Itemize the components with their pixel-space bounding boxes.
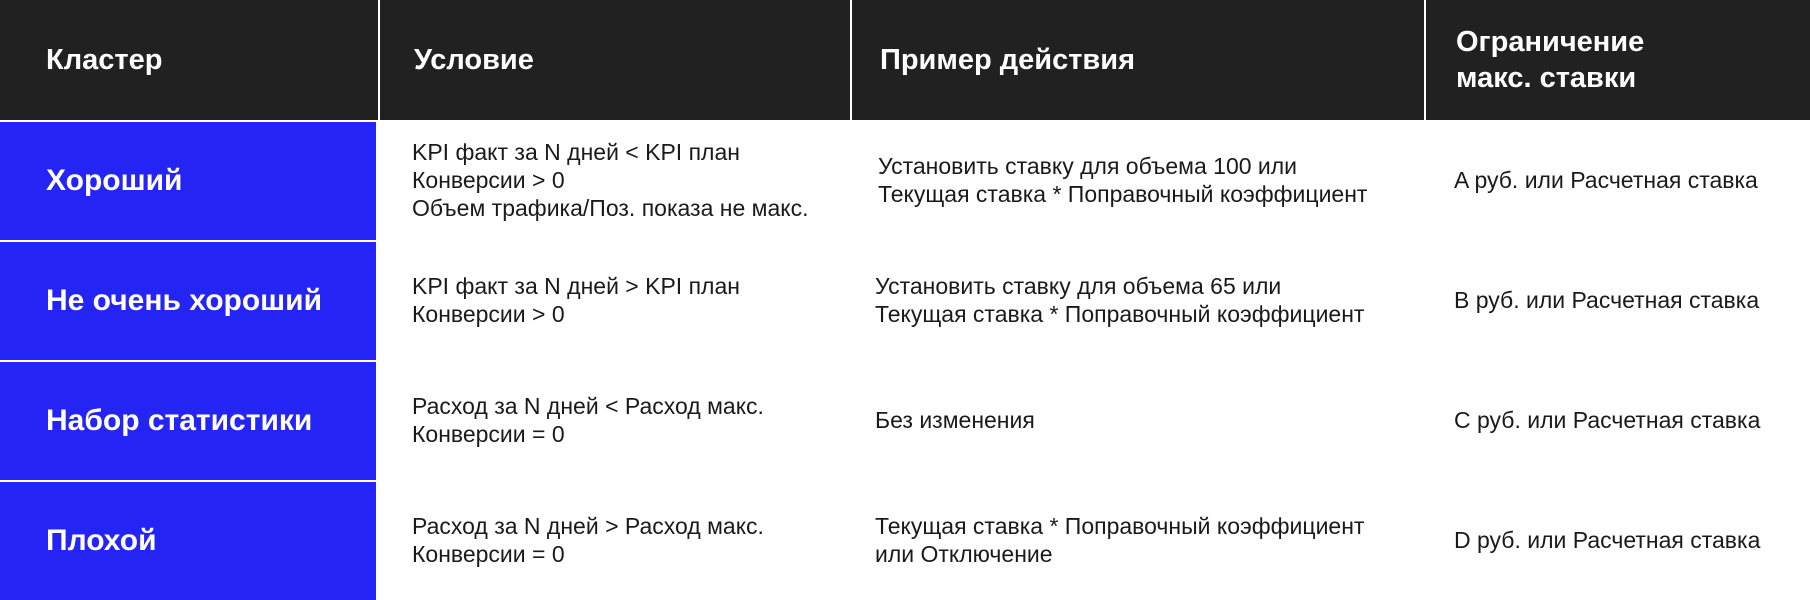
cluster-cell-bad xyxy=(0,480,378,600)
header-condition-label: Условие xyxy=(414,44,534,76)
cluster-label: Набор статистики xyxy=(46,404,313,437)
action-line: Установить ставку для объема 100 или xyxy=(878,153,1298,179)
action-cell xyxy=(850,360,1424,480)
condition-line: Расход за N дней > Расход макс. xyxy=(412,513,764,539)
limit-value: D руб. или Расчетная ставка xyxy=(1454,527,1761,553)
condition-cell xyxy=(378,240,850,360)
condition-line: Объем трафика/Поз. показа не макс. xyxy=(412,195,809,221)
condition-cell xyxy=(378,120,850,240)
condition-line: Конверсии = 0 xyxy=(412,421,565,447)
condition-line: KPI факт за N дней > KPI план xyxy=(412,273,740,299)
limit-cell xyxy=(1424,480,1810,600)
condition-cell xyxy=(378,360,850,480)
limit-value: B руб. или Расчетная ставка xyxy=(1454,287,1760,313)
condition-line: Конверсии = 0 xyxy=(412,541,565,567)
action-line: Установить ставку для объема 65 или xyxy=(875,273,1282,299)
action-line: Текущая ставка * Поправочный коэффициент xyxy=(878,181,1368,207)
action-line: Текущая ставка * Поправочный коэффициент xyxy=(875,301,1365,327)
cluster-label: Плохой xyxy=(46,524,157,557)
header-limit xyxy=(1424,0,1810,120)
action-cell xyxy=(850,120,1424,240)
cluster-cell-statistics xyxy=(0,360,378,480)
limit-value: A руб. или Расчетная ставка xyxy=(1454,167,1758,193)
action-line: Без изменения xyxy=(875,407,1035,433)
cluster-label: Не очень хороший xyxy=(46,284,323,317)
condition-line: KPI факт за N дней < KPI план xyxy=(412,139,740,165)
cluster-cell-not-very-good xyxy=(0,240,378,360)
limit-cell xyxy=(1424,240,1810,360)
action-cell xyxy=(850,480,1424,600)
header-limit-line1: Ограничение xyxy=(1456,26,1645,58)
header-cluster-label: Кластер xyxy=(46,44,163,76)
header-cluster xyxy=(0,0,378,120)
header-action xyxy=(850,0,1424,120)
header-limit-line2: макс. ставки xyxy=(1456,62,1637,94)
cluster-label: Хороший xyxy=(46,164,183,197)
condition-line: Конверсии > 0 xyxy=(412,301,565,327)
limit-cell xyxy=(1424,360,1810,480)
action-line: Текущая ставка * Поправочный коэффициент xyxy=(875,513,1365,539)
limit-cell xyxy=(1424,120,1810,240)
action-line: или Отключение xyxy=(875,541,1053,567)
condition-line: Расход за N дней < Расход макс. xyxy=(412,393,764,419)
header-action-label: Пример действия xyxy=(880,44,1136,76)
condition-cell xyxy=(378,480,850,600)
header-condition xyxy=(378,0,850,120)
action-cell xyxy=(850,240,1424,360)
condition-line: Конверсии > 0 xyxy=(412,167,565,193)
limit-value: C руб. или Расчетная ставка xyxy=(1454,407,1761,433)
cluster-cell-good xyxy=(0,120,378,240)
